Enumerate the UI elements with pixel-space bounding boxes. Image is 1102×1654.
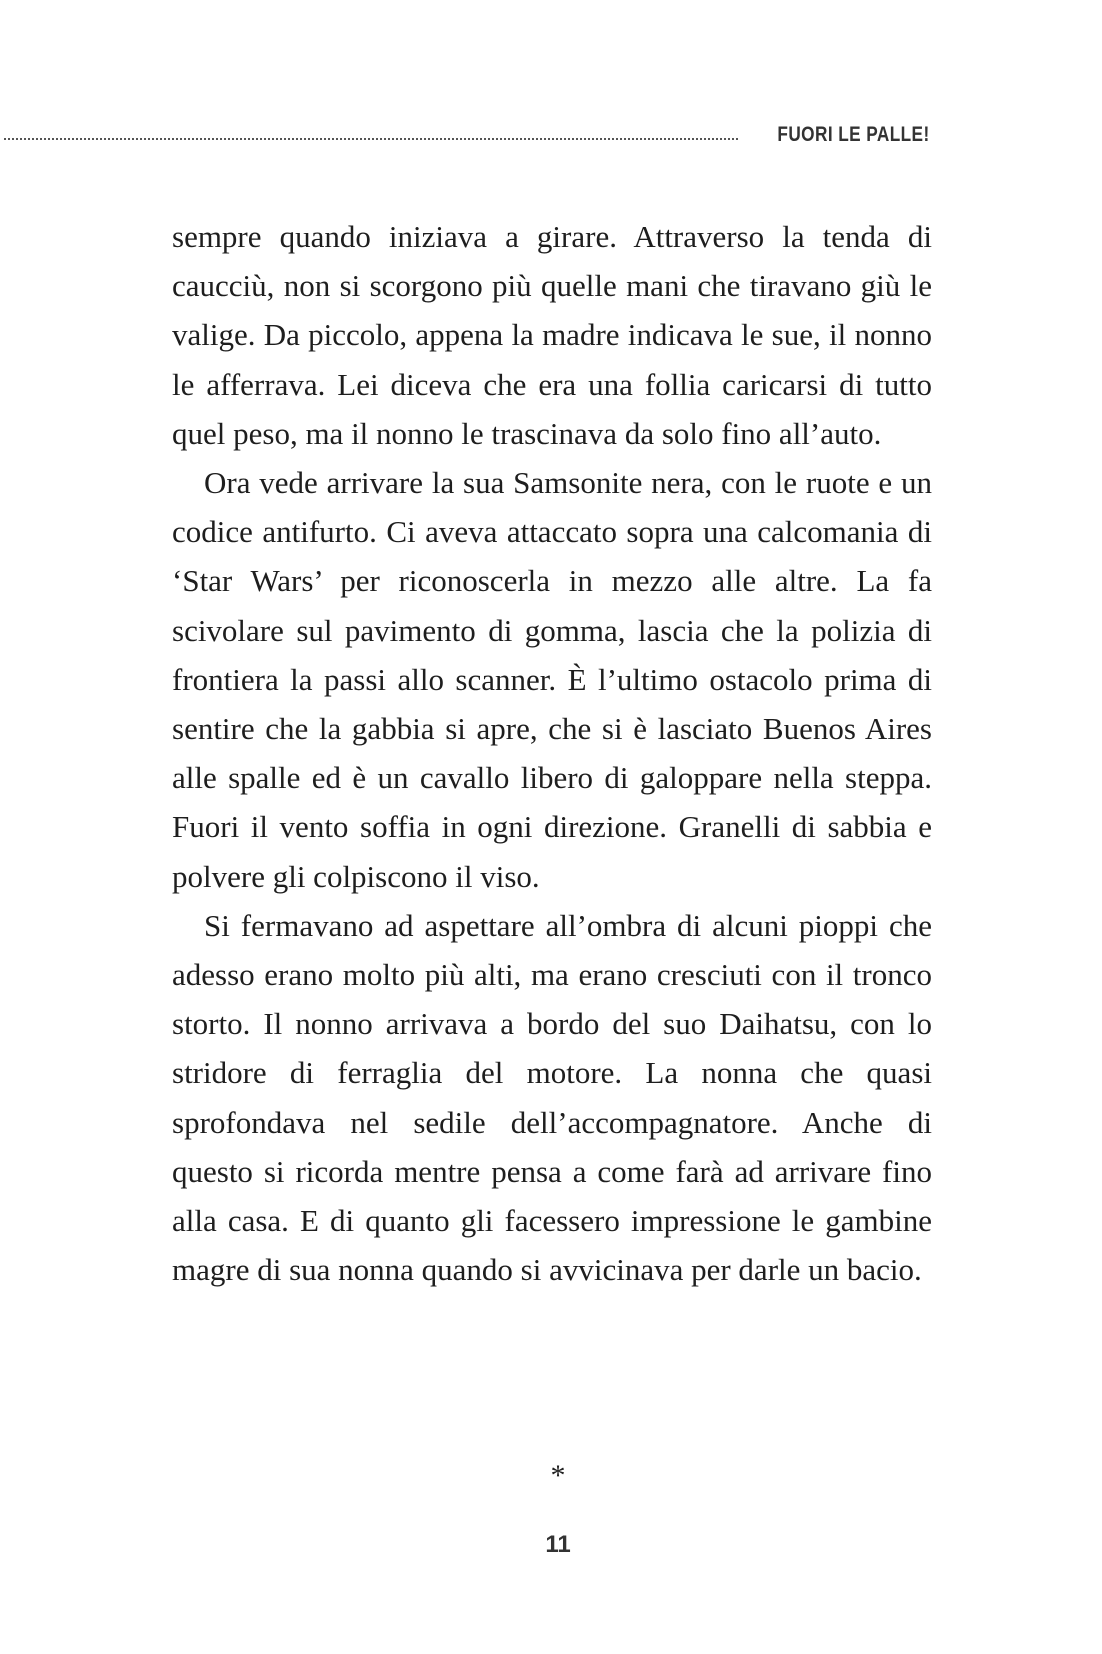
body-text [172,212,932,1294]
paragraph-1: sempre quando iniziava a girare. Attraverso la tenda di caucciù, non si scorgono più quelle mani che tiravano giù le valige. Da piccolo, appena la madre indicava le sue, il nonno le afferrava. Lei diceva che era una follia caricarsi di tutto quel peso, ma il nonno le trascinava da solo fino all’auto. [172,219,932,451]
dotted-leader-line [4,138,738,140]
paragraph-2: Ora vede arrivare la sua Samsonite nera, con le ruote e un codice antifurto. Ci aveva attaccato sopra una calcomania di ‘Star Wars’ per riconoscerla in mezzo alle altre. La fa scivolare sul pavimento di gomma, lascia che la polizia di frontiera la passi allo scanner. È l’ultimo ostacolo prima di sentire che la gabbia si apre, che si è lasciato Buenos Aires alle spalle ed è un cavallo libero di galoppare nella steppa. Fuori il vento soffia in ogni direzione. Granelli di sabbia e polvere gli colpiscono il viso. [172,465,932,894]
page-number: 11 [545,1531,571,1558]
running-header-title: FUORI LE PALLE! [777,123,930,146]
section-separator-asterisk: * [550,1459,566,1492]
paragraph-3: Si fermavano ad aspettare all’ombra di alcuni pioppi che adesso erano molto più alti, ma erano cresciuti con il tronco storto. Il nonno arrivava a bordo del suo Daihatsu, con lo stridore di ferraglia del motore. La nonna che quasi sprofondava nel sedile dell’accompagnatore. Anche di questo si ricorda mentre pensa a come farà ad arrivare fino alla casa. E di quanto gli facessero impressione le gambine magre di sua nonna quando si avvicinava per darle un bacio. [172,907,932,1288]
running-header [0,117,930,147]
